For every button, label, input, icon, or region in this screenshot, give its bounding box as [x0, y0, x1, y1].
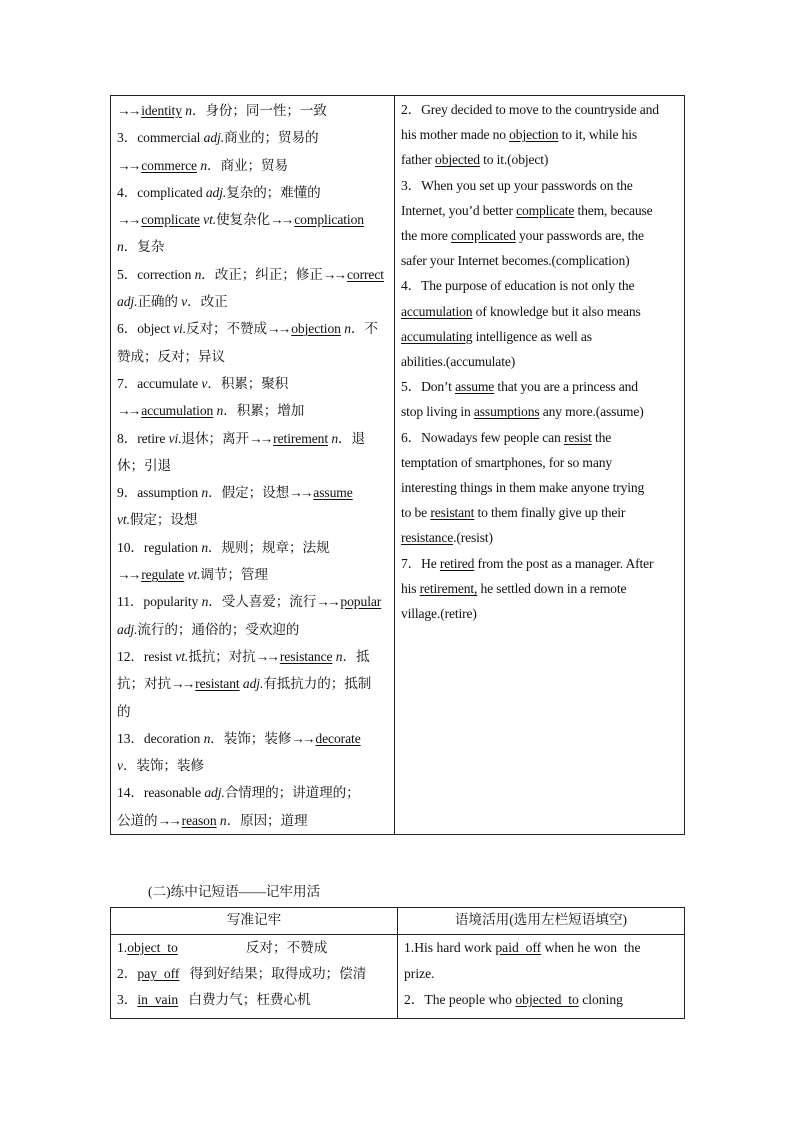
- line-text: 复杂的；难懂的: [226, 184, 321, 200]
- line-text: 7．accumulate: [117, 375, 202, 391]
- line-text: 14．reasonable: [117, 785, 205, 801]
- line-text: n: [344, 321, 351, 337]
- line-text: his: [401, 580, 420, 596]
- line-text: 白费力气；枉费心机: [178, 992, 311, 1007]
- phrase-list-column: [111, 935, 398, 1019]
- phrase-line: [117, 987, 391, 1013]
- line-text: adj.: [205, 184, 227, 200]
- line-text: his mother made no: [401, 127, 510, 143]
- practice-line: [401, 248, 678, 273]
- line-text: ．不: [350, 321, 378, 337]
- line-text: n: [203, 730, 211, 746]
- word-family-line: [117, 616, 388, 643]
- line-text: vt.: [187, 567, 201, 583]
- answer-text: identity: [141, 103, 182, 118]
- phrase-line: [117, 935, 391, 961]
- answer-text: popular: [340, 594, 382, 610]
- line-text: 3．When you set up your passwords on the: [401, 177, 633, 193]
- line-text: 1.: [117, 940, 128, 955]
- answer-text: retired: [439, 555, 475, 571]
- answer-text: objection: [509, 127, 559, 143]
- practice-line: [401, 525, 678, 550]
- phrase-table: [110, 907, 685, 1019]
- line-text: 6．Nowadays few people can: [401, 429, 564, 445]
- word-family-line: [117, 779, 388, 806]
- line-text: n: [201, 594, 209, 610]
- answer-text: resistant: [430, 505, 475, 521]
- line-text: prize.: [404, 966, 435, 981]
- answer-text: resistant: [195, 676, 240, 692]
- line-text: when he won the: [541, 940, 641, 955]
- arrow-icon: →→: [117, 103, 139, 118]
- phrase-practice-line: [404, 935, 678, 961]
- answer-text: objected: [435, 152, 480, 168]
- line-text: 抗；对抗: [117, 676, 171, 692]
- arrow-icon: →→: [291, 730, 313, 746]
- word-family-column: [111, 96, 395, 835]
- word-family-line: [117, 97, 388, 124]
- arrow-icon: →→: [267, 321, 289, 337]
- line-text: ．退: [338, 430, 366, 446]
- word-family-line: [117, 698, 388, 725]
- line-text: your passwords are, the: [515, 228, 644, 244]
- practice-line: [401, 475, 678, 500]
- word-family-line: [117, 152, 388, 179]
- word-family-line: [117, 452, 388, 479]
- phrase-list: [117, 935, 391, 1013]
- line-text: v: [117, 758, 123, 774]
- answer-text: resistance: [279, 648, 333, 664]
- answer-text: commerce: [141, 157, 197, 173]
- line-text: 2．Grey decided to move to the countryside and: [401, 102, 659, 117]
- word-family-line: [117, 124, 388, 151]
- answer-text: accumulating: [401, 328, 473, 344]
- section-heading: (二)练中记短语——记牢用活: [148, 884, 321, 899]
- line-text: 2．: [117, 966, 138, 981]
- line-text: 1.His hard work: [404, 940, 496, 955]
- line-text: adj.: [204, 785, 225, 801]
- line-text: n: [219, 812, 227, 828]
- line-text: 得到好结果；取得成功；偿清: [179, 966, 367, 981]
- line-text: .(resist): [453, 530, 493, 546]
- line-text: village.(retire): [401, 606, 477, 622]
- answer-text: in vain: [137, 992, 179, 1007]
- word-family-line: [117, 206, 388, 233]
- answer-text: regulate: [141, 567, 185, 583]
- arrow-icon: →→: [322, 266, 344, 282]
- line-text: interesting things in them make anyone trying: [401, 480, 645, 496]
- word-family-line: [117, 261, 388, 288]
- practice-line: [401, 198, 678, 223]
- line-text: n: [331, 430, 339, 446]
- line-text: 9．assumption: [117, 485, 202, 501]
- practice-line: [401, 173, 678, 198]
- line-text: n: [201, 539, 209, 555]
- practice-line: [401, 122, 678, 147]
- line-text: abilities.(accumulate): [401, 354, 516, 370]
- line-text: 反对；不赞成: [177, 940, 328, 955]
- word-family-line: [117, 561, 388, 588]
- answer-text: retirement: [273, 430, 329, 446]
- practice-line: [401, 324, 678, 349]
- answer-text: paid off: [495, 940, 542, 955]
- line-text: from the post as a manager. After: [474, 555, 654, 571]
- arrow-icon: →→: [170, 676, 193, 692]
- phrase-line: [117, 961, 391, 987]
- phrase-practice-line: [404, 987, 678, 1013]
- phrase-table-header-left: 写准记牢: [111, 908, 398, 935]
- line-text: 休；引退: [117, 457, 171, 473]
- answer-text: complicate: [516, 202, 575, 218]
- line-text: 8．retire: [117, 430, 169, 446]
- line-text: any more.(assume): [539, 404, 644, 420]
- line-text: ．改正: [187, 294, 228, 310]
- line-text: safer your Internet becomes.(complication): [401, 253, 630, 269]
- line-text: 5．Don’t: [401, 379, 456, 395]
- answer-text: objected to: [515, 992, 579, 1007]
- line-text: that you are a princess and: [494, 379, 638, 395]
- line-text: he settled down in a remote: [477, 580, 627, 596]
- line-text: of knowledge but it also means: [472, 303, 641, 319]
- line-text: n: [117, 239, 124, 255]
- practice-line: [401, 500, 678, 525]
- line-text: vi.: [168, 430, 182, 446]
- answer-text: complicated: [451, 228, 516, 244]
- line-text: to it.(object): [479, 152, 549, 168]
- line-text: vt.: [203, 212, 217, 228]
- answer-text: reason: [181, 812, 217, 828]
- practice-line: [401, 223, 678, 248]
- answer-text: complicate: [141, 212, 200, 228]
- line-text: to them finally give up their: [474, 505, 626, 521]
- phrase-practice-column: [398, 935, 685, 1019]
- arrow-icon: →→: [270, 212, 292, 228]
- line-text: 4．complicated: [117, 184, 206, 200]
- line-text: 假定；设想: [129, 512, 198, 528]
- phrase-table-header-right: 语境活用(选用左栏短语填空): [398, 908, 685, 935]
- word-family-line: [117, 288, 388, 315]
- practice-line: [401, 299, 678, 324]
- word-family-line: [117, 233, 388, 260]
- word-family-line: [117, 425, 388, 452]
- answer-text: assumptions: [473, 404, 540, 420]
- line-text: the: [591, 429, 612, 445]
- practice-line: [401, 273, 678, 298]
- line-text: vt.: [117, 512, 130, 528]
- line-text: 3．commercial: [117, 130, 204, 146]
- answer-text: assume: [455, 379, 495, 395]
- line-text: vt.: [175, 648, 189, 664]
- line-text: n: [201, 485, 209, 501]
- line-text: ．受人喜爱；流行: [208, 594, 317, 610]
- line-text: ．原因；道理: [226, 812, 308, 828]
- line-text: 3．: [117, 992, 138, 1007]
- line-text: ．装饰；装修: [210, 730, 292, 746]
- vocabulary-table: [110, 95, 685, 835]
- practice-line: [401, 551, 678, 576]
- word-family-line: [117, 370, 388, 397]
- word-family-line: [117, 752, 388, 779]
- word-family-line: [117, 479, 388, 506]
- answer-text: objection: [291, 321, 341, 337]
- word-family-line: [117, 588, 388, 615]
- line-text: v: [201, 375, 208, 391]
- line-text: ．假定；设想: [208, 485, 290, 501]
- line-text: 4．The purpose of education is not only the: [401, 278, 635, 294]
- line-text: n: [335, 648, 343, 664]
- line-text: adj.: [203, 130, 225, 146]
- answer-text: assume: [313, 485, 353, 501]
- word-family-line: [117, 807, 388, 834]
- arrow-icon: →→: [117, 403, 139, 419]
- line-text: 退休；离开: [181, 430, 249, 446]
- line-text: ．抵: [342, 648, 370, 664]
- line-text: n: [185, 103, 192, 118]
- word-family-line: [117, 343, 388, 370]
- line-text: them, because: [574, 202, 653, 218]
- line-text: 7．He: [401, 555, 440, 571]
- line-text: ．复杂: [123, 239, 165, 255]
- line-text: ．规则；规章；法规: [208, 539, 330, 555]
- practice-line: [401, 576, 678, 601]
- practice-line: [401, 97, 678, 122]
- word-family-list: [117, 97, 388, 834]
- word-family-line: [117, 397, 388, 424]
- line-text: intelligence as well as: [472, 328, 592, 344]
- practice-line: [401, 399, 678, 424]
- line-text: 反对；不赞成: [186, 321, 267, 337]
- arrow-icon: →→: [117, 212, 139, 228]
- line-text: 12．resist: [117, 648, 176, 664]
- line-text: ．积累；增加: [223, 403, 305, 419]
- line-text: ．改正；纠正；修正: [201, 266, 323, 282]
- answer-text: pay off: [137, 966, 180, 981]
- arrow-icon: →→: [117, 157, 139, 173]
- line-text: stop living in: [401, 404, 474, 420]
- answer-text: object to: [127, 940, 178, 955]
- answer-text: resistance: [401, 530, 454, 546]
- practice-line: [401, 450, 678, 475]
- line-text: 10．regulation: [117, 539, 202, 555]
- line-text: 2．The people who: [404, 992, 516, 1007]
- arrow-icon: →→: [157, 812, 179, 828]
- line-text: 流行的；通俗的；受欢迎的: [137, 621, 300, 637]
- line-text: n: [194, 266, 202, 282]
- line-text: 的: [117, 703, 131, 719]
- line-text: ．积累；聚积: [207, 375, 289, 391]
- practice-line: [401, 147, 678, 172]
- word-family-line: [117, 670, 388, 697]
- answer-text: decorate: [315, 730, 361, 746]
- line-text: cloning: [578, 992, 623, 1007]
- line-text: 调节；管理: [200, 567, 268, 583]
- answer-text: accumulation: [141, 403, 214, 419]
- line-text: 正确的: [137, 294, 182, 310]
- word-family-line: [117, 315, 388, 342]
- arrow-icon: →→: [316, 594, 338, 610]
- line-text: 11．popularity: [117, 594, 202, 610]
- practice-line: [401, 374, 678, 399]
- arrow-icon: →→: [117, 567, 139, 583]
- practice-line: [401, 601, 678, 626]
- word-family-line: [117, 725, 388, 752]
- line-text: 合情理的；讲道理的；: [224, 785, 360, 801]
- line-text: n: [200, 157, 208, 173]
- line-text: ．装饰；装修: [122, 758, 204, 774]
- line-text: 13．decoration: [117, 730, 204, 746]
- arrow-icon: →→: [255, 648, 277, 664]
- word-family-line: [117, 179, 388, 206]
- line-text: 有抵抗力的；抵制: [263, 676, 372, 692]
- line-text: adj.: [117, 294, 138, 310]
- line-text: to it, while his: [558, 127, 638, 143]
- word-family-line: [117, 643, 388, 670]
- line-text: 商业的；贸易的: [224, 130, 319, 146]
- answer-text: complication: [294, 212, 365, 228]
- line-text: adj.: [242, 676, 264, 692]
- line-text: Internet, you’d better: [401, 202, 517, 218]
- line-text: 抵抗；对抗: [188, 648, 256, 664]
- line-text: 5．correction: [117, 266, 195, 282]
- line-text: 6．object: [117, 321, 174, 337]
- line-text: temptation of smartphones, for so many: [401, 454, 613, 470]
- arrow-icon: →→: [248, 430, 271, 446]
- line-text: 使复杂化: [216, 212, 271, 228]
- line-text: ．商业；贸易: [207, 157, 288, 173]
- answer-text: retirement,: [419, 580, 478, 596]
- line-text: the more: [401, 228, 451, 244]
- answer-text: correct: [346, 266, 384, 282]
- practice-line: [401, 425, 678, 450]
- arrow-icon: →→: [289, 485, 311, 501]
- line-text: vi.: [173, 321, 187, 337]
- phrase-practice-line: [404, 961, 678, 987]
- context-practice-column: [395, 96, 685, 835]
- line-text: ．身份；同一性；一致: [191, 103, 327, 118]
- line-text: father: [401, 152, 436, 168]
- practice-line: [401, 349, 678, 374]
- word-family-line: [117, 534, 388, 561]
- line-text: v: [181, 294, 188, 310]
- line-text: 公道的: [117, 812, 158, 828]
- word-family-line: [117, 506, 388, 533]
- answer-text: accumulation: [401, 303, 473, 319]
- phrase-practice-list: [404, 935, 678, 1013]
- line-text: to be: [401, 505, 431, 521]
- line-text: 赞成；反对；异议: [117, 348, 225, 364]
- context-practice-list: [401, 97, 678, 626]
- answer-text: resist: [563, 429, 592, 445]
- line-text: adj.: [117, 621, 138, 637]
- line-text: n: [216, 403, 224, 419]
